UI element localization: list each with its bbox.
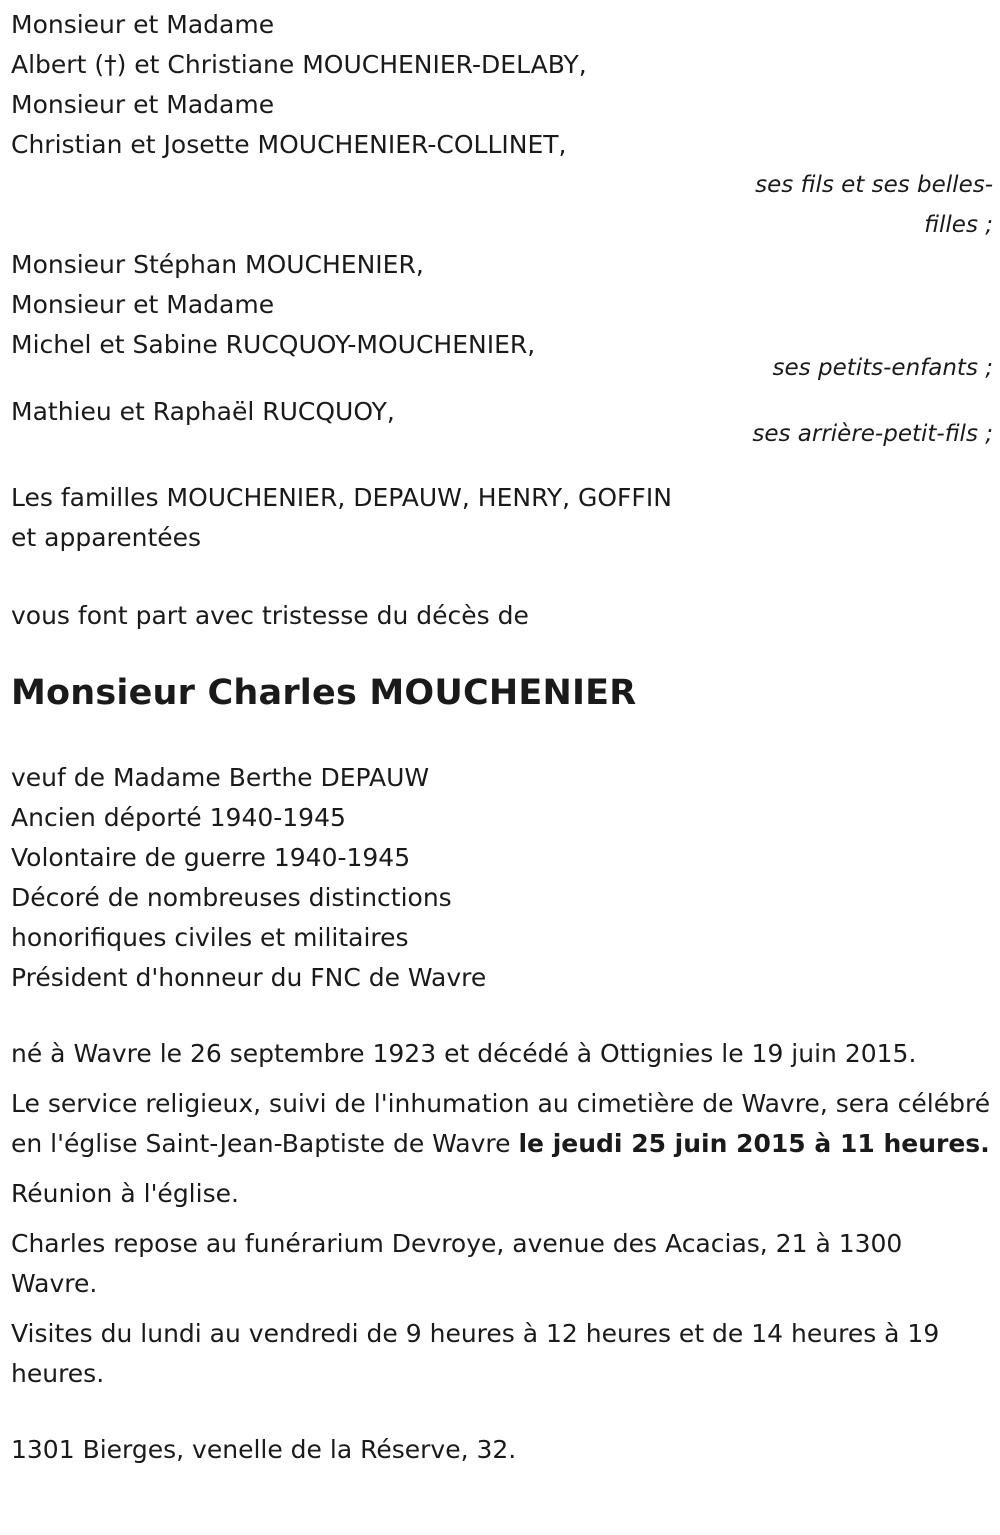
service-text: Le service religieux, suivi de l'inhumation au cimetière de Wavre, sera célébré en l'église Saint-Jean-Baptiste de Wavre le jeudi 25 juin 2015 à 11 heures.	[11, 1089, 991, 1158]
announcement-text: vous font part avec tristesse du décès de	[11, 601, 529, 630]
obituary-notice	[11, 5, 993, 1470]
family-line: Monsieur et Madame	[11, 90, 275, 119]
service-date: le jeudi 25 juin 2015 à 11 heures.	[518, 1129, 990, 1158]
address-text: 1301 Bierges, venelle de la Réserve, 32.	[11, 1435, 517, 1464]
family-line: Monsieur Stéphan MOUCHENIER,	[11, 250, 424, 279]
family-line: Albert (†) et Christiane MOUCHENIER-DELABY,	[11, 50, 587, 79]
family-group-sons	[11, 5, 993, 245]
relation-label: ses petits-enfants ;	[772, 355, 993, 381]
relation-label: ses arrière-petit-fils ;	[752, 421, 993, 447]
cross-icon: †	[104, 50, 117, 79]
family-group-great-grandchildren	[11, 392, 993, 454]
family-line: Mathieu et Raphaël RUCQUOY,	[11, 397, 395, 426]
meeting-text: Réunion à l'église.	[11, 1179, 239, 1208]
visits-text: Visites du lundi au vendredi de 9 heures à 12 heures et de 14 heures à 19 heures.	[11, 1319, 940, 1388]
deceased-titles	[11, 758, 993, 998]
family-line: Les familles MOUCHENIER, DEPAUW, HENRY, GOFFIN	[11, 483, 672, 512]
title-line: veuf de Madame Berthe DEPAUW	[11, 763, 430, 792]
family-group-grandchildren	[11, 245, 993, 388]
family-line: Monsieur et Madame	[11, 10, 275, 39]
title-line: Volontaire de guerre 1940-1945	[11, 843, 411, 872]
family-line: et apparentées	[11, 523, 202, 552]
deceased-name: Monsieur Charles MOUCHENIER	[11, 673, 637, 713]
relation-label: ses fils et ses belles-filles ;	[755, 172, 993, 238]
title-line: Ancien déporté 1940-1945	[11, 803, 346, 832]
family-line: Monsieur et Madame	[11, 290, 275, 319]
title-line: Président d'honneur du FNC de Wavre	[11, 963, 487, 992]
family-line: Christian et Josette MOUCHENIER-COLLINET,	[11, 130, 567, 159]
funerarium-text: Charles repose au funérarium Devroye, avenue des Acacias, 21 à 1300 Wavre.	[11, 1229, 903, 1298]
title-line: Décoré de nombreuses distinctions	[11, 883, 452, 912]
family-group-relatives	[11, 478, 993, 558]
birth-death-text: né à Wavre le 26 septembre 1923 et décédé à Ottignies le 19 juin 2015.	[11, 1039, 917, 1068]
title-line: honorifiques civiles et militaires	[11, 923, 409, 952]
family-line: Michel et Sabine RUCQUOY-MOUCHENIER,	[11, 330, 536, 359]
